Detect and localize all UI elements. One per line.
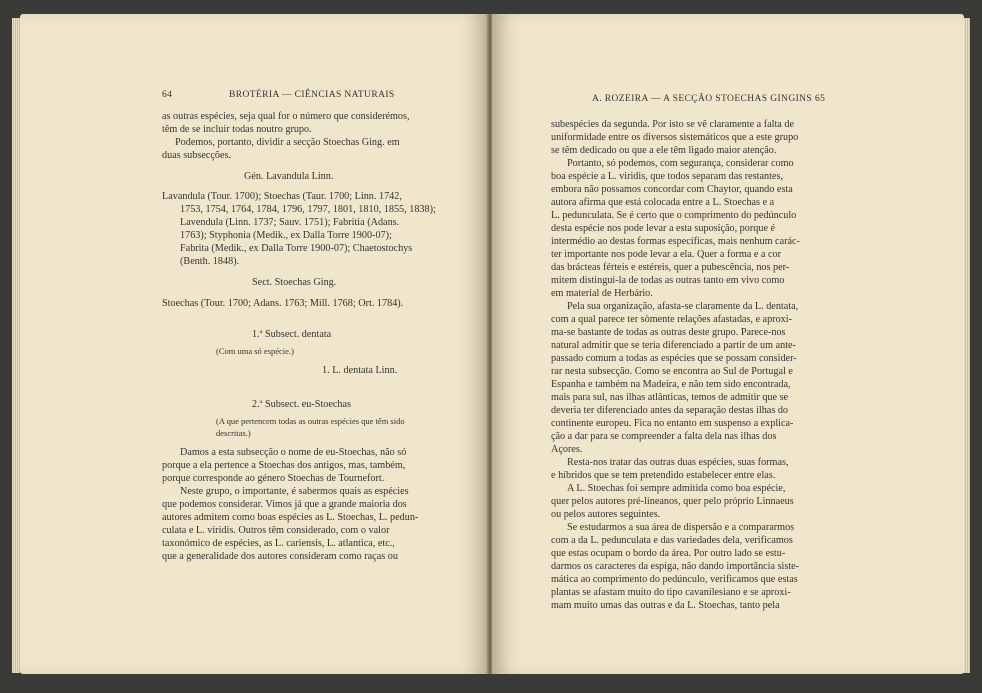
text-line: em material de Herbário. <box>551 288 653 299</box>
left-page-edges <box>12 18 20 673</box>
page-number-left: 64 <box>162 90 173 100</box>
text-line: quer pelos autores pré-lineanos, quer pelo próprio Linnaeus <box>551 496 794 507</box>
text-line: ção a dar para se compreender a falta dela nas ilhas dos <box>551 431 777 442</box>
text-line: Lavendula (Linn. 1737; Sauv. 1751); Fabritia (Adans. <box>180 217 400 228</box>
text-line: têm de se incluir todas noutro grupo. <box>162 124 312 135</box>
right-page <box>492 14 964 674</box>
text-line: duas subsecções. <box>162 150 232 161</box>
text-line: porque a ela pertence a Stoechas dos antigos, mas, também, <box>162 460 406 471</box>
text-line: as outras espécies, seja qual for o número que considerémos, <box>162 111 410 122</box>
text-line: rar nesta subsecção. Como se encontra ao Sul de Portugal e <box>551 366 793 377</box>
text-line: mitem distingui-la de todas as outras tanto em vivo como <box>551 275 785 286</box>
text-line: se têm dedicado ou que a ele têm ligado maior atenção. <box>551 145 777 156</box>
text-line: deveria ter diferenciado antes da separação destas ilhas do <box>551 405 789 416</box>
left-page <box>20 14 488 674</box>
text-line: que a generalidade dos autores consideram como raças ou <box>162 551 398 562</box>
text-line: autora afirma que está colocada entre a L. Stoechas e a <box>551 197 775 208</box>
text-line: continente europeu. Fica no entanto em suspenso a explica- <box>551 418 794 429</box>
text-line: subespécies da segunda. Por isto se vê claramente a falta de <box>551 119 794 130</box>
text-line: plantas se afastam muito do tipo cavanilesiano e se aproxi- <box>551 587 791 598</box>
running-head-left: BROTÉRIA — CIÊNCIAS NATURAIS <box>229 90 395 100</box>
text-line: Pela sua organização, afasta-se claramente da L. dentata, <box>567 301 799 312</box>
text-line: passado comum a todas as espécies que se possam consider- <box>551 353 797 364</box>
text-line: mam muito umas das outras e da L. Stoechas, tanto pela <box>551 600 780 611</box>
text-line: Se estudarmos a sua área de dispersão e a compararmos <box>567 522 795 533</box>
text-line: Lavandula (Tour. 1700); Stoechas (Taur. 1700; Linn. 1742, <box>162 191 402 202</box>
note-line: (Com uma só espécie.) <box>216 346 294 356</box>
text-line: embora não possamos concordar com Chaytor, quando esta <box>551 184 793 195</box>
text-line: desta espécie nos pode levar a esta suposição, porque é <box>551 223 776 234</box>
species-entry: 1. L. dentata Linn. <box>322 365 398 376</box>
text-line: boa espécie a L. viridis, que todos separam das restantes, <box>551 171 783 182</box>
text-line: ou pelos autores seguintes. <box>551 509 661 520</box>
note-line: (A que pertencem todas as outras espécies que têm sido <box>216 416 405 426</box>
text-line: 1753, 1754, 1764, 1784, 1796, 1797, 1801, 1810, 1855, 1838); <box>180 204 436 215</box>
text-line: Damos a esta subsecção o nome de eu-Stoechas, não só <box>180 447 407 458</box>
text-line: com a da L. pedunculata e das variedades dela, verificamos <box>551 535 793 546</box>
subsection-heading: 2.ª Subsect. eu-Stoechas <box>252 399 352 410</box>
text-line: Fabrita (Medik., ex Dalla Torre 1900-07); Chaetostochys <box>180 243 413 254</box>
text-line: e híbridos que se tem pretendido estabelecer entre elas. <box>551 470 776 481</box>
text-line: das brácteas férteis e estéreis, quer a pubescência, nos per- <box>551 262 790 273</box>
text-line: A L. Stoechas foi sempre admitida como boa espécie, <box>567 483 786 494</box>
text-line: autores admitem como boas espécies as L. Stoechas, L. pedun- <box>162 512 419 523</box>
text-line: 1763); Styphonia (Medik., ex Dalla Torre 1900-07); <box>180 230 392 241</box>
text-line: darmos os caracteres da espiga, não dando importância siste- <box>551 561 800 572</box>
text-line: culata e L. viridis. Outros têm considerado, com o valor <box>162 525 390 536</box>
running-head-right: A. ROZEIRA — A SECÇÃO STOECHAS GINGINS <box>592 94 813 104</box>
note-line: descritas.) <box>216 428 251 438</box>
text-line: com a qual parece ter sòmente relações afastadas, e aproxi- <box>551 314 792 325</box>
text-line: Podemos, portanto, dividir a secção Stoechas Ging. em <box>175 137 400 148</box>
text-line: Neste grupo, o importante, é sabermos quais as espécies <box>180 486 409 497</box>
text-line: natural admitir que se teria diferenciado a partir de um ante- <box>551 340 796 351</box>
text-line: uniformidade entre os diversos sistemáticos que a este grupo <box>551 132 799 143</box>
text-line: Açores. <box>551 444 583 455</box>
subsection-heading: 1.ª Subsect. dentata <box>252 329 332 340</box>
genus-heading: Gén. Lavandula Linn. <box>244 171 334 182</box>
text-line: que podemos considerar. Vimos já que a grande maioria dos <box>162 499 407 510</box>
text-line: ma-se bastante de todas as outras deste grupo. Parece-nos <box>551 327 786 338</box>
text-line: taxonómico de espécies, as L. cariensis, L. atlantica, etc., <box>162 538 395 549</box>
text-line: L. pedunculata. Se é certo que o comprimento do pedúnculo <box>551 210 797 221</box>
page-number-right: 65 <box>815 94 826 104</box>
section-heading: Sect. Stoechas Ging. <box>252 277 337 288</box>
text-line: Resta-nos tratar das outras duas espécies, suas formas, <box>567 457 789 468</box>
text-line: Portanto, só podemos, com segurança, considerar como <box>567 158 794 169</box>
text-line: (Benth. 1848). <box>180 256 240 267</box>
text-line: ter importante nos pode levar a ela. Quer a forma e a cor <box>551 249 781 260</box>
text-line: porque corresponde ao género Stoechas de Tournefort. <box>162 473 385 484</box>
text-line: que estas ocupam o bordo da área. Por outro lado se estu- <box>551 548 786 559</box>
text-line: Stoechas (Tour. 1700; Adans. 1763; Mill. 1768; Ort. 1784). <box>162 298 404 309</box>
text-line: Espanha e também na Madeira, e não tem sido encontrada, <box>551 379 791 390</box>
text-line: mais para sul, nas ilhas atlânticas, temos de admitir que se <box>551 392 789 403</box>
text-line: mática ao comprimento do pedúnculo, verificamos que estas <box>551 574 798 585</box>
text-line: intermédio ao destas formas específicas, mais nenhum carác- <box>551 236 800 247</box>
